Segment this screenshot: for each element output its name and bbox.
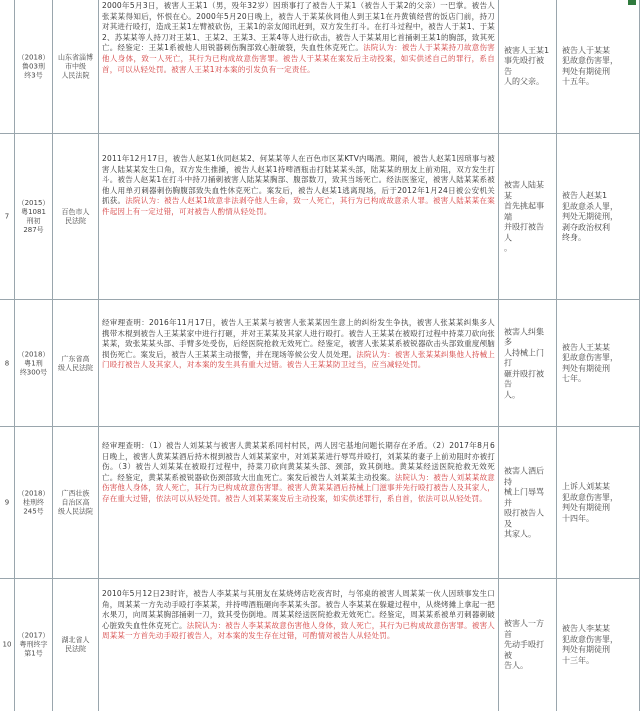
facts-cell <box>98 300 498 427</box>
facts-cell <box>98 0 498 133</box>
facts-cell <box>98 579 498 711</box>
facts-cell <box>98 427 498 579</box>
table-row <box>0 299 640 427</box>
verdict-cell: 上诉人刘某某 犯故意伤害罪， 判处有期徒刑 十四年。 <box>556 427 640 579</box>
facts-highlight: 法院认为：被告人于某某持刀故意伤害他人身体，致一人死亡，其行为已构成故意伤害罪。被告人于某某在案发后主动投案，如实供述自己的罪行，系自首，可以从轻处罚。被害人王某1对本案的引发负有一定责任。 <box>102 43 495 74</box>
fault-cell: 被害人陆某某 首先挑起事端 并殴打被告人 。 <box>498 134 556 300</box>
court-cell: 山东省淄博 市中级 人民法院 <box>52 0 98 133</box>
facts-highlight: 法院认为：被害人张某某纠集他人持械上门殴打被告人及其家人，对本案的发生具有重大过错。被告人王某某防卫过当，应当减轻处罚。 <box>102 349 495 370</box>
row-index-cell: 7 <box>4 212 10 221</box>
row-index-cell: 9 <box>4 498 10 507</box>
court-cell: 广东省高 级人民法院 <box>52 300 98 427</box>
facts-cell <box>98 134 498 300</box>
corner-marker-icon <box>628 0 636 5</box>
table-row <box>0 0 640 133</box>
facts-highlight: 法院认为：被告人刘某某故意伤害他人身体，致人死亡，其行为已构成故意伤害罪。被害人黄某某酒后持械上门滋事并先行殴打被告人及其家人，存在重大过错，依法可以从轻处罚。被告人刘某某案发后主动投案，如实供述罪行，系自首，依法可以从轻处罚。 <box>102 472 495 503</box>
case-number-cell: （2017） 粤刑终字 第1号 <box>14 579 52 711</box>
court-cell: 广西壮族 自治区高 级人民法院 <box>52 427 98 579</box>
facts-text: 经审理查明：（1）被告人刘某某与被害人黄某某系同村村民，两人因宅基地问题长期存在矛盾。（2）2017年8月6日晚上，被害人黄某某酒后持木棍到被告人刘某某家中，对刘某某进行辱骂并殴打，刘某某的妻子上前劝阻时亦被打伤。（3）被告人刘某某在被殴打过程中，持菜刀砍向黄某某头部、颈部，致其倒地。黄某某经送医院抢救无效死亡。经鉴定，黄某某系被锐器砍伤颈部致大出血死亡。案发后被告人刘某某主动投案。 <box>102 441 495 482</box>
verdict-cell: 被告人李某某 犯故意伤害罪， 判处有期徒刑 十三年。 <box>556 579 640 711</box>
facts-highlight: 法院认为：被告人赵某1故意非法剥夺他人生命，致一人死亡，其行为已构成故意杀人罪。被害人陆某某在案件起因上有一定过错，可对被告人酌情从轻处罚。 <box>102 196 495 216</box>
court-cell: 百色市人 民法院 <box>52 134 98 300</box>
case-number-cell: （2018） 桂刑终 245号 <box>14 427 52 579</box>
table-row <box>0 426 640 579</box>
facts-text: 经审理查明：2016年11月17日，被告人王某某与被害人张某某因生意上的纠纷发生争执，被害人张某某纠集多人携带木棍到被告人王某某家中进行打砸，并对王某某及其家人进行殴打。被告人王某某在被殴打过程中持菜刀砍向张某某，致张某某头部、手臂多处受伤，后经医院抢救无效死亡。经鉴定，被害人张某某系被锐器砍击头部致重度颅脑损伤死亡。案发后，被告人王某某主动报警，并在现场等候公安人员处理。 <box>102 318 495 359</box>
table-row <box>0 578 640 711</box>
row-index-cell: 10 <box>2 640 12 649</box>
case-number-cell: （2018） 鲁03刑 终3号 <box>14 0 52 133</box>
fault-cell: 被害人纠集多 人持械上门打 砸并殴打被告 人。 <box>498 300 556 427</box>
fault-cell: 被害人一方首 先动手殴打被 告人。 <box>498 579 556 711</box>
fault-cell: 被害人酒后持 械上门辱骂并 殴打被告人及 其家人。 <box>498 427 556 579</box>
facts-text: 2011年12月17日，被告人赵某1伙同赵某2、何某某等人在百色市区某KTV内喝酒。期间，被告人赵某1因琐事与被害人陆某某发生口角，双方发生推搡，被告人赵某1持啤酒瓶击打陆某某头部，陆某某的朋友上前劝阻，双方发生打斗。被告人赵某1在打斗中持刀捅刺被害人陆某某胸部、腹部数刀，致其当场死亡。经法医鉴定，被害人陆某某系被他人用单刃刺器刺伤胸腹部致失血性休克死亡。案发后，被告人赵某1逃离现场，后于2012年1月24日被公安机关抓获。 <box>102 154 495 206</box>
case-number-cell: （2018） 粤1刑 终300号 <box>14 300 52 427</box>
facts-text: 2010年5月12日23时许，被告人李某某与其朋友在某烧烤店吃夜宵时，与邻桌的被害人周某某一伙人因琐事发生口角，周某某一方先动手殴打李某某，并持啤酒瓶砸向李某某头部。被告人李某某在躲避过程中，从烧烤摊上拿起一把水果刀，向周某某胸部捅刺一刀，致其受伤倒地。周某某经送医院抢救无效死亡。经鉴定，周某某系被单刃刺器刺破心脏致失血性休克死亡。 <box>102 589 495 630</box>
fault-cell: 被害人王某1 事先殴打被告 人的父亲。 <box>498 0 556 133</box>
verdict-cell: 被告人于某某 犯故意伤害罪， 判处有期徒刑 十五年。 <box>556 0 640 133</box>
court-cell: 湖北省人 民法院 <box>52 579 98 711</box>
facts-text: 2000年5月3日，被害人王某1（男，殁年32岁）因琐事打了被告人于某1（被告人于某2的父亲）一巴掌。被告人张某某得知后，怀恨在心。2000年5月20日晚上，被告人于某某伙同他人到王某1在丹黄镇经营的饭店门前，持刀对其进行殴打，造成王某1左臂被砍伤，王某1的亲友闻讯赶到，双方发生打斗。在打斗过程中，被告人于某1、于某2、苏某某等人持刀对王某1、王某2、王某3、王某4等人进行砍击，被告人于某某用匕首捅刺王某1的胸部，致其死亡。经鉴定：王某1系被他人用锐器刺伤胸部致心脏破裂，失血性休克死亡。 <box>102 1 495 53</box>
row-index-cell: 8 <box>4 359 10 367</box>
case-number-cell: （2015） 粤1081 刑初 287号 <box>14 134 52 300</box>
facts-highlight: 法院认为：被告人李某某故意伤害他人身体，致人死亡，其行为已构成故意伤害罪。被害人周某某一方首先动手殴打被告人，对本案的发生存在过错，可酌情对被告人从轻处罚。 <box>102 620 495 641</box>
row-index-cell <box>0 0 14 133</box>
verdict-cell: 被告人赵某1 犯故意杀人罪， 判处无期徒刑， 剥夺政治权利 终身。 <box>556 134 640 300</box>
table-row <box>0 133 640 300</box>
verdict-cell: 被告人王某某 犯故意伤害罪， 判处有期徒刑 七年。 <box>556 300 640 427</box>
